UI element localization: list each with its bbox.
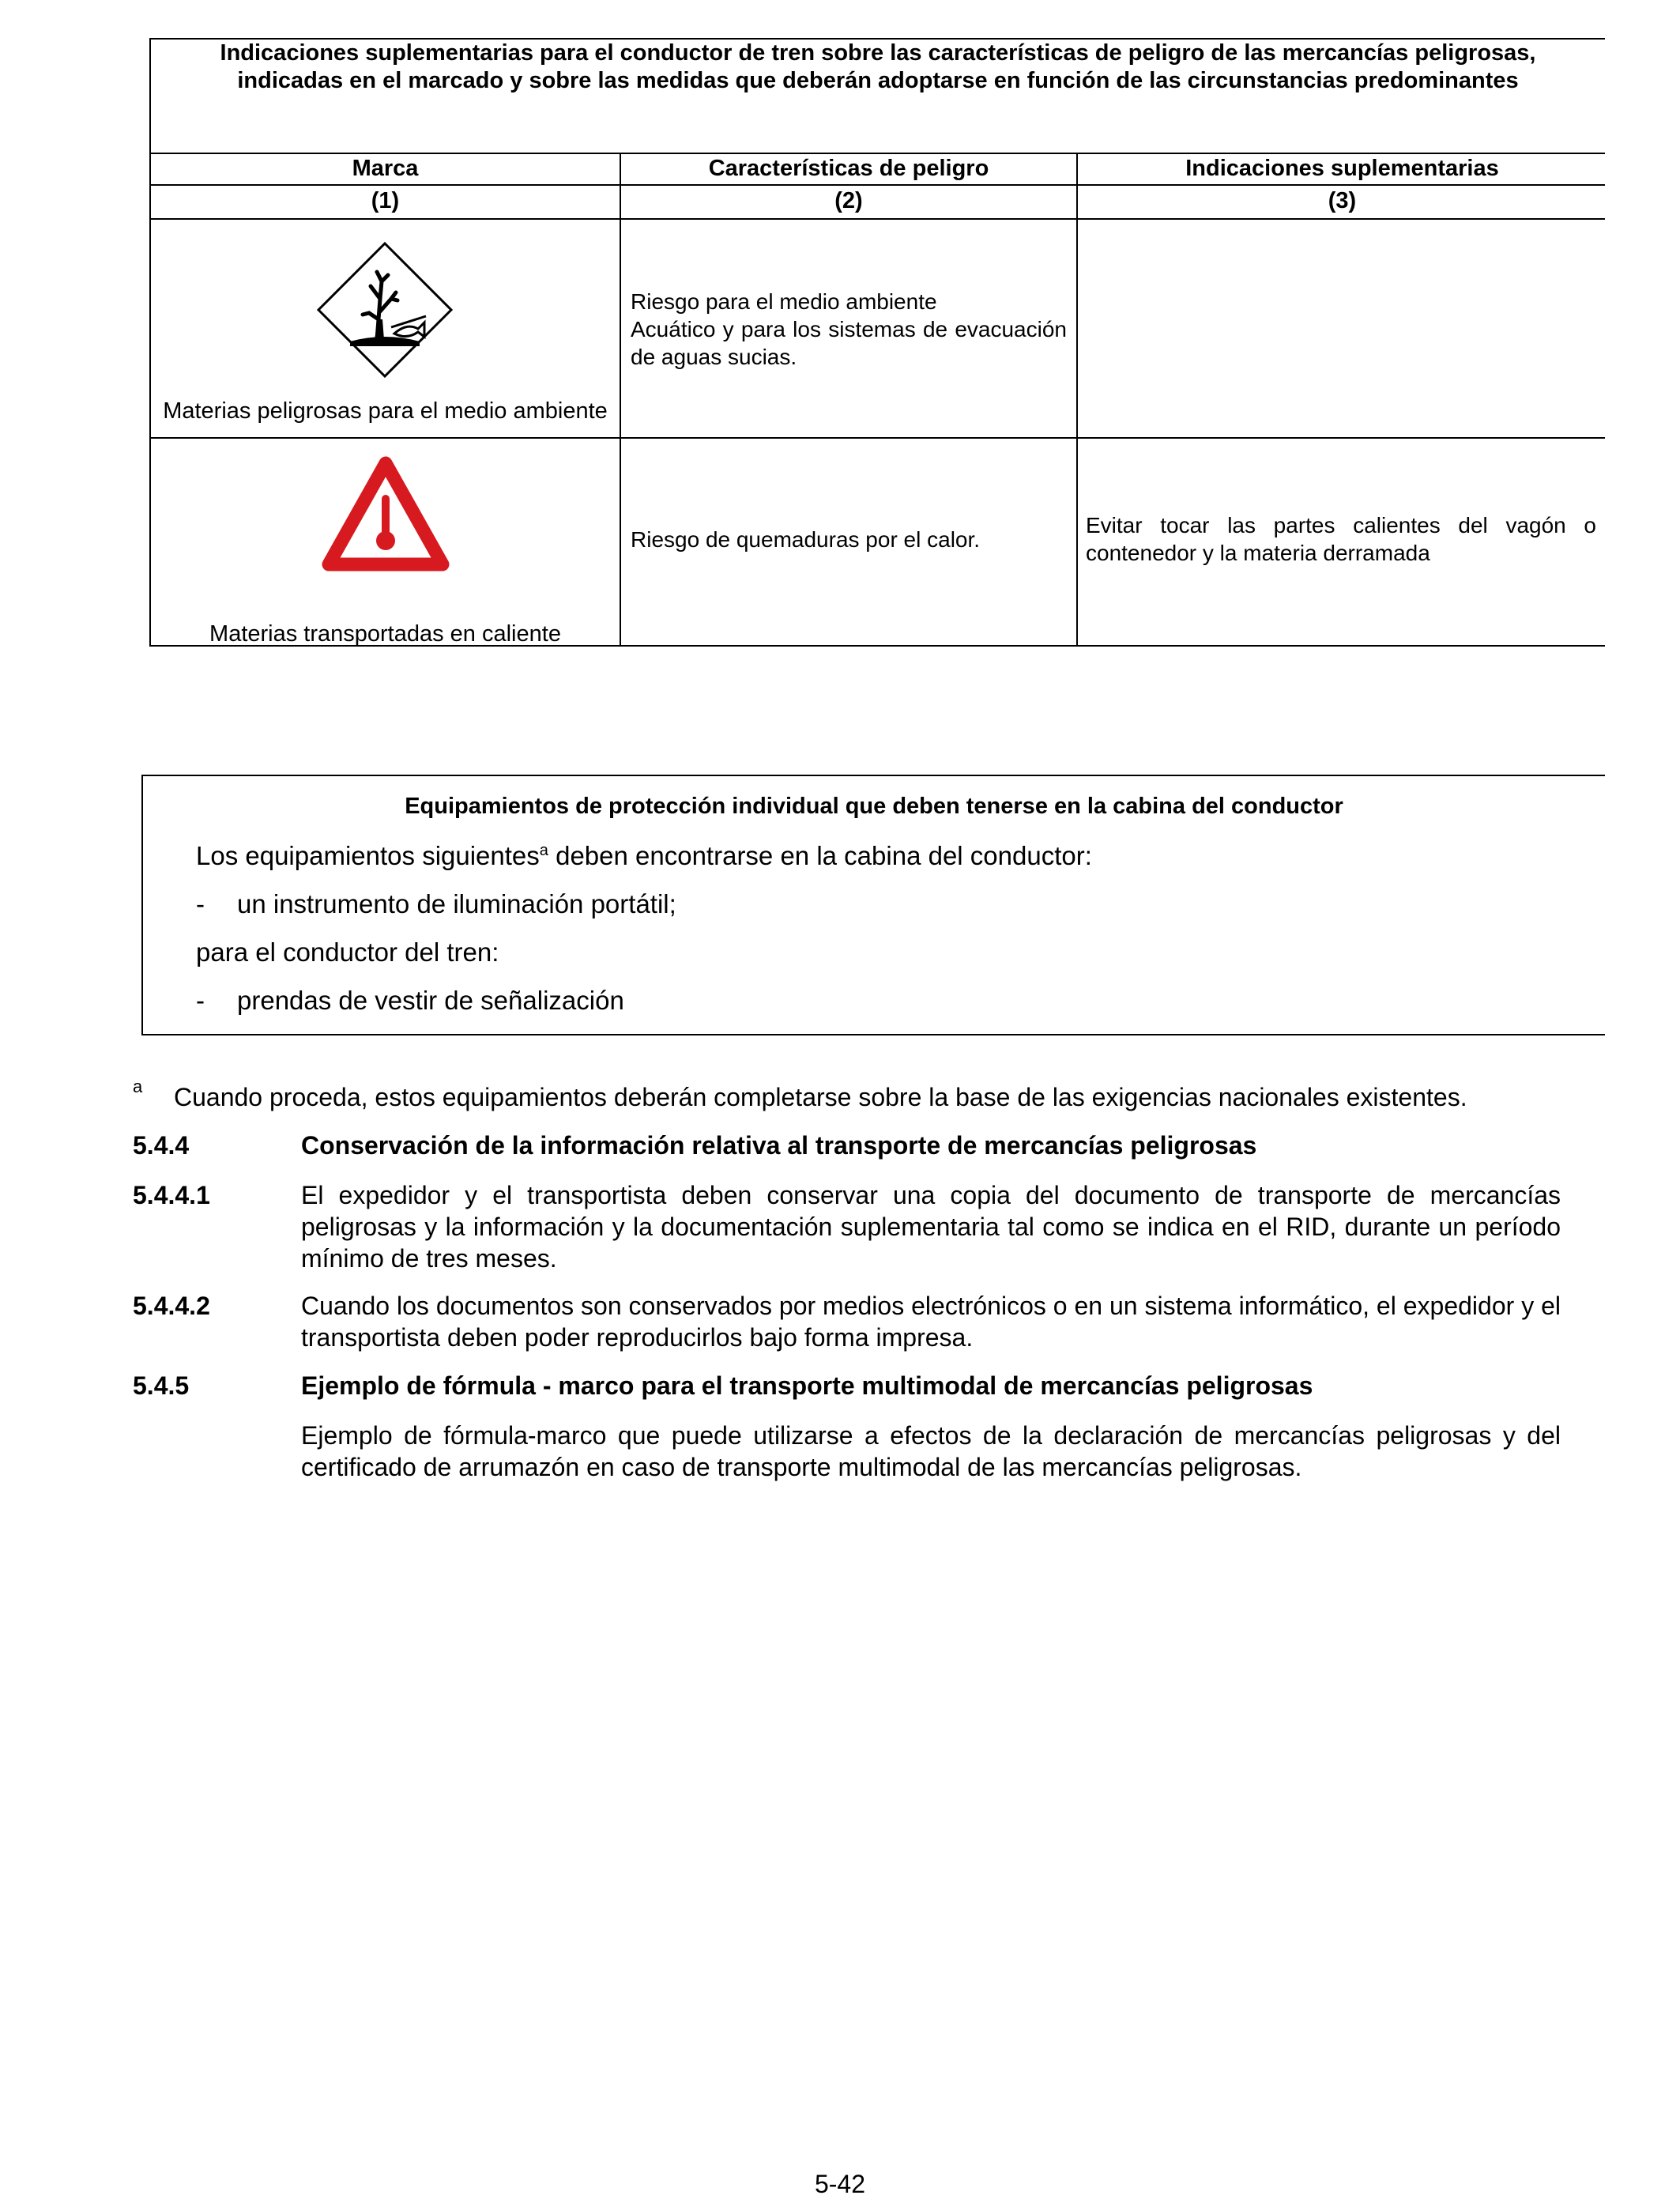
section-number: 5.4.4.2 [133,1292,210,1320]
ppe-driver-line: para el conductor del tren: [196,937,499,967]
table-title-line-2: indicadas en el marcado y sobre las medidas que deberán adoptarse en función de las circunstancias predominantes [237,68,1519,93]
hazard-description-rest: Acuático y para los sistemas de evacuación de aguas sucias. [631,317,1067,369]
ppe-intro [196,841,1092,871]
elevated-temperature-icon [321,455,450,574]
section-paragraph: El expedidor y el transportista deben conservar una copia del documento de transporte de mercancías peligrosas y la información y la documentación suplementaria tal como se indica en el RID, durante un período mínimo de tres meses. [301,1181,1561,1273]
column-number-2: (2) [834,188,863,213]
ppe-item-dash: - [196,889,205,918]
ppe-title: Equipamientos de protección individual que deben tenerse en la cabina del conductor [405,794,1343,819]
page-number: 5-42 [814,2170,866,2198]
section-heading: Ejemplo de fórmula - marco para el transporte multimodal de mercancías peligrosas [301,1371,1313,1400]
section-heading: Conservación de la información relativa al transporte de mercancías peligrosas [301,1131,1257,1160]
hazard-description [631,288,1067,371]
hazard-table [149,38,1605,647]
section-paragraph: Ejemplo de fórmula-marco que puede utilizarse a efectos de la declaración de mercancías peligrosas y del certificado de arrumazón en caso de transporte multimodal de las mercancías peligrosas. [301,1421,1561,1481]
footnote-marker: a [539,842,548,859]
ppe-box [141,775,1605,1035]
section-number: 5.4.5 [133,1371,190,1400]
ppe-item: un instrumento de iluminación portátil; [237,889,676,918]
column-number-3: (3) [1328,188,1357,213]
hazard-description: Riesgo de quemaduras por el calor. [631,527,981,552]
footnote-marker: a [133,1077,143,1096]
ppe-item-dash: - [196,986,205,1015]
divider [151,437,1605,439]
header-hazard: Características de peligro [708,156,989,181]
mark-label: Materias peligrosas para el medio ambiente [163,398,608,424]
section-paragraph: Cuando los documentos son conservados por medios electrónicos o en un sistema informático, el expedidor y el transportista deben poder reproducirlos bajo forma impresa. [301,1292,1561,1352]
column-divider [1076,153,1078,647]
hazard-description-line: Riesgo para el medio ambiente [631,289,937,314]
mark-label: Materias transportadas en caliente [209,621,561,647]
divider [151,218,1605,220]
ppe-item: prendas de vestir de señalización [237,986,624,1015]
footnote-text: Cuando proceda, estos equipamientos deberán completarse sobre la base de las exigencias nacionales existentes. [174,1083,1467,1111]
indications-text: Evitar tocar las partes calientes del vagón o contenedor y la materia derramada [1086,513,1596,565]
table-title-line-1: Indicaciones suplementarias para el conductor de tren sobre las características de peligro de las mercancías peligrosas, [220,40,1536,66]
section-number: 5.4.4 [133,1131,190,1160]
column-divider [620,153,621,647]
ppe-intro-rest: deben encontrarse en la cabina del conductor: [548,841,1092,870]
table-title [151,40,1605,153]
environmental-hazard-icon [315,240,454,379]
ppe-intro-text: Los equipamientos siguientes [196,841,540,870]
header-indications: Indicaciones suplementarias [1185,156,1499,181]
header-mark: Marca [352,156,419,181]
section-number: 5.4.4.1 [133,1181,210,1209]
column-number-1: (1) [371,188,400,213]
